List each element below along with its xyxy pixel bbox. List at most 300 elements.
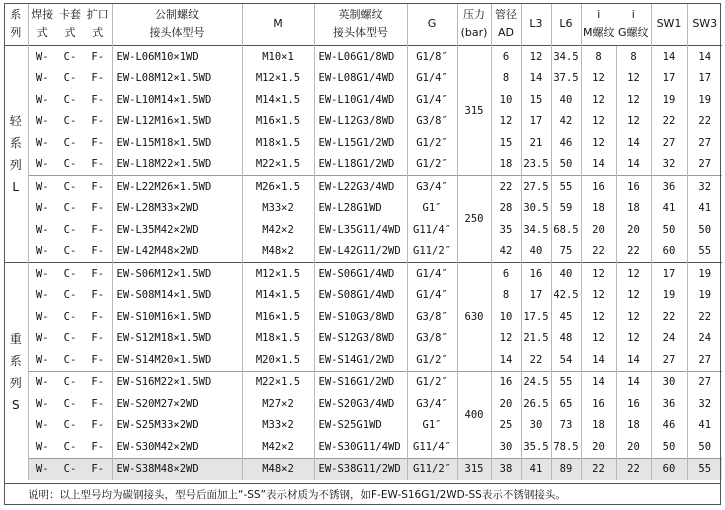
l3-cell: 26.5 xyxy=(521,393,551,415)
diameter-cell: 20 xyxy=(491,393,521,415)
flare-cell: F- xyxy=(84,458,112,480)
table-row xyxy=(4,328,722,350)
g-thread-cell: G3/4″ xyxy=(407,393,457,415)
l3-cell: 17 xyxy=(521,111,551,133)
ferrule-cell: C- xyxy=(63,353,77,366)
i-g-cell: 18 xyxy=(616,198,651,220)
l6-cell: 75 xyxy=(551,241,581,263)
i-g-cell: 12 xyxy=(616,328,651,350)
l6-cell: 40 xyxy=(551,89,581,111)
l3-cell: 15 xyxy=(521,89,551,111)
l6-cell: 59 xyxy=(551,198,581,220)
diameter-cell: 6 xyxy=(491,263,521,285)
m-thread-cell: M22×1.5 xyxy=(242,371,314,393)
metric-model-cell: EW-S16M22×1.5WD xyxy=(112,371,242,393)
g-thread-cell: G1″ xyxy=(407,415,457,437)
imperial-model-cell: EW-L15G1/2WD xyxy=(314,132,407,154)
sw1-cell: 36 xyxy=(651,176,687,198)
metric-model-cell: EW-L06M10×1WD xyxy=(112,46,242,68)
i-g-cell: 12 xyxy=(616,68,651,90)
l3-cell: 24.5 xyxy=(521,371,551,393)
sw1-cell: 36 xyxy=(651,393,687,415)
table-row xyxy=(4,393,722,415)
imperial-model-cell: EW-S38G11/2WD xyxy=(314,458,407,480)
i-g-cell: 14 xyxy=(616,154,651,176)
l6-cell: 46 xyxy=(551,132,581,154)
l3-cell: 30.5 xyxy=(521,198,551,220)
g-thread-cell: G1/4″ xyxy=(407,263,457,285)
sw1-cell: 41 xyxy=(651,198,687,220)
i-m-cell: 20 xyxy=(581,219,616,241)
g-thread-cell: G1/2″ xyxy=(407,349,457,371)
flare-cell: F- xyxy=(84,176,112,198)
weld-cell: W- xyxy=(35,332,49,345)
imperial-model-cell: EW-S12G3/8WD xyxy=(314,328,407,350)
ferrule-cell: C- xyxy=(63,202,77,215)
m-thread-cell: M26×1.5 xyxy=(242,176,314,198)
l6-cell: 50 xyxy=(551,154,581,176)
l3-cell: 17 xyxy=(521,285,551,307)
imperial-model-cell: EW-L08G1/4WD xyxy=(314,68,407,90)
l3-cell: 17.5 xyxy=(521,306,551,328)
i-m-cell: 22 xyxy=(581,458,616,480)
sw3-cell: 19 xyxy=(687,89,722,111)
diameter-cell: 6 xyxy=(491,46,521,68)
i-m-cell: 8 xyxy=(581,46,616,68)
sw3-cell: 50 xyxy=(687,219,722,241)
sw1-cell: 17 xyxy=(651,68,687,90)
sw1-cell: 22 xyxy=(651,306,687,328)
diameter-cell: 8 xyxy=(491,68,521,90)
fitting-spec-table xyxy=(4,3,722,480)
ferrule-cell: C- xyxy=(63,310,77,323)
flare-cell: F- xyxy=(91,202,105,215)
header-g: G xyxy=(407,3,457,46)
i-m-cell: 18 xyxy=(581,415,616,437)
g-thread-cell: G1/2″ xyxy=(407,132,457,154)
flare-cell: F- xyxy=(91,353,105,366)
i-m-cell: 18 xyxy=(581,198,616,220)
table-row xyxy=(4,306,722,328)
i-m-cell: 14 xyxy=(581,154,616,176)
sw1-cell: 14 xyxy=(651,46,687,68)
metric-model-cell: EW-S20M27×2WD xyxy=(112,393,242,415)
l6-cell: 73 xyxy=(551,415,581,437)
metric-model-cell: EW-S12M18×1.5WD xyxy=(112,328,242,350)
imperial-model-cell: EW-L28G1WD xyxy=(314,198,407,220)
footnote: 说明：以上型号均为碳钢接头，型号后面加上“-SS”表示材质为不锈钢，如F-EW-S16G1/2WD-SS表示不锈钢接头。 xyxy=(4,483,721,505)
sw3-cell: 27 xyxy=(687,349,722,371)
i-g-cell: 20 xyxy=(616,219,651,241)
header-m: M xyxy=(242,3,314,46)
weld-cell: W- xyxy=(35,136,49,149)
ferrule-cell: C- xyxy=(63,158,77,171)
diameter-cell: 15 xyxy=(491,132,521,154)
m-thread-cell: M18×1.5 xyxy=(242,328,314,350)
sw3-cell: 55 xyxy=(687,241,722,263)
weld-cell: W- xyxy=(35,245,49,258)
metric-model-cell: EW-L08M12×1.5WD xyxy=(112,68,242,90)
m-thread-cell: M16×1.5 xyxy=(242,306,314,328)
sw1-cell: 27 xyxy=(651,349,687,371)
i-m-cell: 16 xyxy=(581,393,616,415)
l3-cell: 41 xyxy=(521,458,551,480)
metric-model-cell: EW-S10M16×1.5WD xyxy=(112,306,242,328)
weld-cell: W- xyxy=(35,223,49,236)
g-thread-cell: G3/8″ xyxy=(407,306,457,328)
imperial-model-cell: EW-L35G11/4WD xyxy=(314,219,407,241)
imperial-model-cell: EW-L06G1/8WD xyxy=(314,46,407,68)
flare-cell: F- xyxy=(91,115,105,128)
m-thread-cell: M12×1.5 xyxy=(242,68,314,90)
m-thread-cell: M42×2 xyxy=(242,436,314,458)
sw1-cell: 27 xyxy=(651,132,687,154)
l3-cell: 14 xyxy=(521,68,551,90)
flare-cell: F- xyxy=(91,136,105,149)
flare-cell: F- xyxy=(91,289,105,302)
g-thread-cell: G1″ xyxy=(407,198,457,220)
l6-cell: 34.5 xyxy=(551,46,581,68)
flare-cell: F- xyxy=(91,332,105,345)
g-thread-cell: G3/4″ xyxy=(407,176,457,198)
flare-cell: F- xyxy=(84,263,112,285)
weld-cell: W- xyxy=(35,115,49,128)
flare-cell: F- xyxy=(91,440,105,453)
l6-cell: 55 xyxy=(551,176,581,198)
m-thread-cell: M48×2 xyxy=(242,241,314,263)
sw3-cell: 27 xyxy=(687,371,722,393)
ferrule-cell: C- xyxy=(56,46,84,68)
weld-cell: W- xyxy=(35,158,49,171)
header-imperial-model: 英制螺纹 接头体型号 xyxy=(314,3,407,46)
sw1-cell: 46 xyxy=(651,415,687,437)
table-row xyxy=(4,241,722,263)
imperial-model-cell: EW-S20G3/4WD xyxy=(314,393,407,415)
l6-cell: 45 xyxy=(551,306,581,328)
table-header xyxy=(4,3,722,46)
metric-model-cell: EW-S14M20×1.5WD xyxy=(112,349,242,371)
table-row xyxy=(4,154,722,176)
diameter-cell: 22 xyxy=(491,176,521,198)
ferrule-cell: C- xyxy=(56,371,84,393)
header-l6: L6 xyxy=(551,3,581,46)
sw3-cell: 19 xyxy=(687,263,722,285)
table-row xyxy=(4,198,722,220)
diameter-cell: 28 xyxy=(491,198,521,220)
weld-cell: W- xyxy=(35,353,49,366)
sw3-cell: 41 xyxy=(687,415,722,437)
diameter-cell: 10 xyxy=(491,89,521,111)
header-pressure: 压力 (bar) xyxy=(457,3,491,46)
ferrule-cell: C- xyxy=(63,136,77,149)
l6-cell: 89 xyxy=(551,458,581,480)
weld-cell: W- xyxy=(28,371,56,393)
diameter-cell: 30 xyxy=(491,436,521,458)
l6-cell: 42.5 xyxy=(551,285,581,307)
g-thread-cell: G3/8″ xyxy=(407,328,457,350)
weld-cell: W- xyxy=(28,263,56,285)
ferrule-cell: C- xyxy=(63,397,77,410)
g-thread-cell: G11/2″ xyxy=(407,241,457,263)
g-thread-cell: G1/4″ xyxy=(407,285,457,307)
diameter-cell: 38 xyxy=(491,458,521,480)
flare-cell: F- xyxy=(84,46,112,68)
m-thread-cell: M42×2 xyxy=(242,219,314,241)
header-l3: L3 xyxy=(521,3,551,46)
m-thread-cell: M33×2 xyxy=(242,415,314,437)
diameter-cell: 42 xyxy=(491,241,521,263)
sw3-cell: 32 xyxy=(687,176,722,198)
imperial-model-cell: EW-S16G1/2WD xyxy=(314,371,407,393)
imperial-model-cell: EW-S30G11/4WD xyxy=(314,436,407,458)
l6-cell: 68.5 xyxy=(551,219,581,241)
i-m-cell: 12 xyxy=(581,306,616,328)
l6-cell: 54 xyxy=(551,349,581,371)
m-thread-cell: M16×1.5 xyxy=(242,111,314,133)
m-thread-cell: M10×1 xyxy=(242,46,314,68)
i-g-cell: 16 xyxy=(616,176,651,198)
l3-cell: 23.5 xyxy=(521,154,551,176)
l3-cell: 21.5 xyxy=(521,328,551,350)
m-thread-cell: M33×2 xyxy=(242,198,314,220)
imperial-model-cell: EW-S08G1/4WD xyxy=(314,285,407,307)
i-m-cell: 22 xyxy=(581,241,616,263)
i-g-cell: 12 xyxy=(616,285,651,307)
i-g-cell: 20 xyxy=(616,436,651,458)
pressure-cell: 630 xyxy=(457,263,491,372)
sw1-cell: 32 xyxy=(651,154,687,176)
ferrule-cell: C- xyxy=(56,176,84,198)
sw1-cell: 50 xyxy=(651,219,687,241)
table-row xyxy=(4,349,722,371)
l6-cell: 40 xyxy=(551,263,581,285)
header-sw1: SW1 xyxy=(651,3,687,46)
imperial-model-cell: EW-L22G3/4WD xyxy=(314,176,407,198)
metric-model-cell: EW-L42M48×2WD xyxy=(112,241,242,263)
diameter-cell: 12 xyxy=(491,111,521,133)
m-thread-cell: M18×1.5 xyxy=(242,132,314,154)
i-m-cell: 12 xyxy=(581,263,616,285)
table-row xyxy=(4,46,722,68)
imperial-model-cell: EW-L42G11/2WD xyxy=(314,241,407,263)
l3-cell: 40 xyxy=(521,241,551,263)
flare-cell: F- xyxy=(91,93,105,106)
weld-cell: W- xyxy=(28,458,56,480)
sw3-cell: 27 xyxy=(687,154,722,176)
i-g-cell: 12 xyxy=(616,111,651,133)
i-g-cell: 12 xyxy=(616,263,651,285)
weld-cell: W- xyxy=(35,440,49,453)
l6-cell: 42 xyxy=(551,111,581,133)
metric-model-cell: EW-L15M18×1.5WD xyxy=(112,132,242,154)
m-thread-cell: M14×1.5 xyxy=(242,89,314,111)
sw1-cell: 19 xyxy=(651,89,687,111)
l3-cell: 27.5 xyxy=(521,176,551,198)
i-m-cell: 14 xyxy=(581,349,616,371)
weld-cell: W- xyxy=(35,93,49,106)
sw3-cell: 55 xyxy=(687,458,722,480)
l3-cell: 30 xyxy=(521,415,551,437)
flare-cell: F- xyxy=(84,371,112,393)
header-flare: 扩口 式 xyxy=(86,8,109,39)
pressure-cell: 250 xyxy=(457,176,491,263)
header-series: 系 列 xyxy=(4,3,28,46)
i-g-cell: 12 xyxy=(616,306,651,328)
header-i-g: i G螺纹 xyxy=(617,8,649,39)
l6-cell: 37.5 xyxy=(551,68,581,90)
ferrule-cell: C- xyxy=(63,72,77,85)
weld-cell: W- xyxy=(35,310,49,323)
g-thread-cell: G1/4″ xyxy=(407,89,457,111)
i-g-cell: 16 xyxy=(616,393,651,415)
sw3-cell: 27 xyxy=(687,132,722,154)
sw3-cell: 41 xyxy=(687,198,722,220)
g-thread-cell: G1/4″ xyxy=(407,68,457,90)
i-g-cell: 14 xyxy=(616,349,651,371)
l3-cell: 12 xyxy=(521,46,551,68)
sw1-cell: 50 xyxy=(651,436,687,458)
diameter-cell: 14 xyxy=(491,349,521,371)
metric-model-cell: EW-S06M12×1.5WD xyxy=(112,263,242,285)
weld-cell: W- xyxy=(28,46,56,68)
table-row xyxy=(4,285,722,307)
flare-cell: F- xyxy=(91,245,105,258)
sw3-cell: 19 xyxy=(687,285,722,307)
imperial-model-cell: EW-S14G1/2WD xyxy=(314,349,407,371)
i-g-cell: 8 xyxy=(616,46,651,68)
m-thread-cell: M27×2 xyxy=(242,393,314,415)
table-row xyxy=(4,436,722,458)
metric-model-cell: EW-S08M14×1.5WD xyxy=(112,285,242,307)
ferrule-cell: C- xyxy=(63,115,77,128)
imperial-model-cell: EW-S25G1WD xyxy=(314,415,407,437)
table-row xyxy=(4,263,722,285)
l3-cell: 16 xyxy=(521,263,551,285)
header-i-group xyxy=(581,3,651,46)
g-thread-cell: G3/8″ xyxy=(407,111,457,133)
ferrule-cell: C- xyxy=(63,223,77,236)
diameter-cell: 35 xyxy=(491,219,521,241)
ferrule-cell: C- xyxy=(63,440,77,453)
header-ferrule: 卡套 式 xyxy=(59,8,81,39)
metric-model-cell: EW-S38M48×2WD xyxy=(112,458,242,480)
g-thread-cell: G11/4″ xyxy=(407,219,457,241)
l3-cell: 22 xyxy=(521,349,551,371)
metric-model-cell: EW-S25M33×2WD xyxy=(112,415,242,437)
header-sw3: SW3 xyxy=(687,3,722,46)
i-m-cell: 12 xyxy=(581,132,616,154)
weld-cell: W- xyxy=(35,202,49,215)
diameter-cell: 18 xyxy=(491,154,521,176)
table-row xyxy=(4,68,722,90)
ferrule-cell: C- xyxy=(56,263,84,285)
imperial-model-cell: EW-L12G3/8WD xyxy=(314,111,407,133)
sw1-cell: 22 xyxy=(651,111,687,133)
g-thread-cell: G1/2″ xyxy=(407,371,457,393)
m-thread-cell: M14×1.5 xyxy=(242,285,314,307)
i-g-cell: 22 xyxy=(616,458,651,480)
imperial-model-cell: EW-L18G1/2WD xyxy=(314,154,407,176)
ferrule-cell: C- xyxy=(63,332,77,345)
header-metric-model: 公制螺纹 接头体型号 xyxy=(112,3,242,46)
m-thread-cell: M20×1.5 xyxy=(242,349,314,371)
ferrule-cell: C- xyxy=(63,93,77,106)
flare-cell: F- xyxy=(91,419,105,432)
header-i-m: i M螺纹 xyxy=(583,8,615,39)
ferrule-cell: C- xyxy=(56,458,84,480)
metric-model-cell: EW-L35M42×2WD xyxy=(112,219,242,241)
g-thread-cell: G11/4″ xyxy=(407,436,457,458)
sw1-cell: 60 xyxy=(651,241,687,263)
table-row xyxy=(4,458,722,480)
i-g-cell: 18 xyxy=(616,415,651,437)
metric-model-cell: EW-L28M33×2WD xyxy=(112,198,242,220)
sw3-cell: 22 xyxy=(687,306,722,328)
ferrule-cell: C- xyxy=(63,245,77,258)
sw1-cell: 30 xyxy=(651,371,687,393)
metric-model-cell: EW-L22M26×1.5WD xyxy=(112,176,242,198)
imperial-model-cell: EW-L10G1/4WD xyxy=(314,89,407,111)
g-thread-cell: G11/2″ xyxy=(407,458,457,480)
metric-model-cell: EW-L12M16×1.5WD xyxy=(112,111,242,133)
imperial-model-cell: EW-S06G1/4WD xyxy=(314,263,407,285)
g-thread-cell: G1/8″ xyxy=(407,46,457,68)
l3-cell: 35.5 xyxy=(521,436,551,458)
table-row xyxy=(4,415,722,437)
table-row xyxy=(4,371,722,393)
sw1-cell: 19 xyxy=(651,285,687,307)
i-m-cell: 14 xyxy=(581,371,616,393)
pressure-cell: 315 xyxy=(457,46,491,176)
i-m-cell: 12 xyxy=(581,285,616,307)
diameter-cell: 8 xyxy=(491,285,521,307)
diameter-cell: 25 xyxy=(491,415,521,437)
flare-cell: F- xyxy=(91,223,105,236)
g-thread-cell: G1/2″ xyxy=(407,154,457,176)
i-g-cell: 22 xyxy=(616,241,651,263)
i-m-cell: 12 xyxy=(581,89,616,111)
i-g-cell: 12 xyxy=(616,89,651,111)
sw3-cell: 32 xyxy=(687,393,722,415)
ferrule-cell: C- xyxy=(63,419,77,432)
i-m-cell: 16 xyxy=(581,176,616,198)
header-weld: 焊接 式 xyxy=(31,8,54,39)
flare-cell: F- xyxy=(91,397,105,410)
sw3-cell: 17 xyxy=(687,68,722,90)
weld-cell: W- xyxy=(35,289,49,302)
weld-cell: W- xyxy=(35,419,49,432)
flare-cell: F- xyxy=(91,72,105,85)
sw3-cell: 22 xyxy=(687,111,722,133)
l6-cell: 65 xyxy=(551,393,581,415)
sw3-cell: 24 xyxy=(687,328,722,350)
diameter-cell: 16 xyxy=(491,371,521,393)
l6-cell: 55 xyxy=(551,371,581,393)
metric-model-cell: EW-L10M14×1.5WD xyxy=(112,89,242,111)
i-m-cell: 12 xyxy=(581,111,616,133)
series-label: 轻 系 列 L xyxy=(4,46,28,263)
weld-cell: W- xyxy=(28,176,56,198)
table-row xyxy=(4,89,722,111)
pressure-cell: 400 xyxy=(457,371,491,458)
m-thread-cell: M48×2 xyxy=(242,458,314,480)
metric-model-cell: EW-S30M42×2WD xyxy=(112,436,242,458)
weld-cell: W- xyxy=(35,397,49,410)
imperial-model-cell: EW-S10G3/8WD xyxy=(314,306,407,328)
i-g-cell: 14 xyxy=(616,132,651,154)
l6-cell: 78.5 xyxy=(551,436,581,458)
m-thread-cell: M12×1.5 xyxy=(242,263,314,285)
